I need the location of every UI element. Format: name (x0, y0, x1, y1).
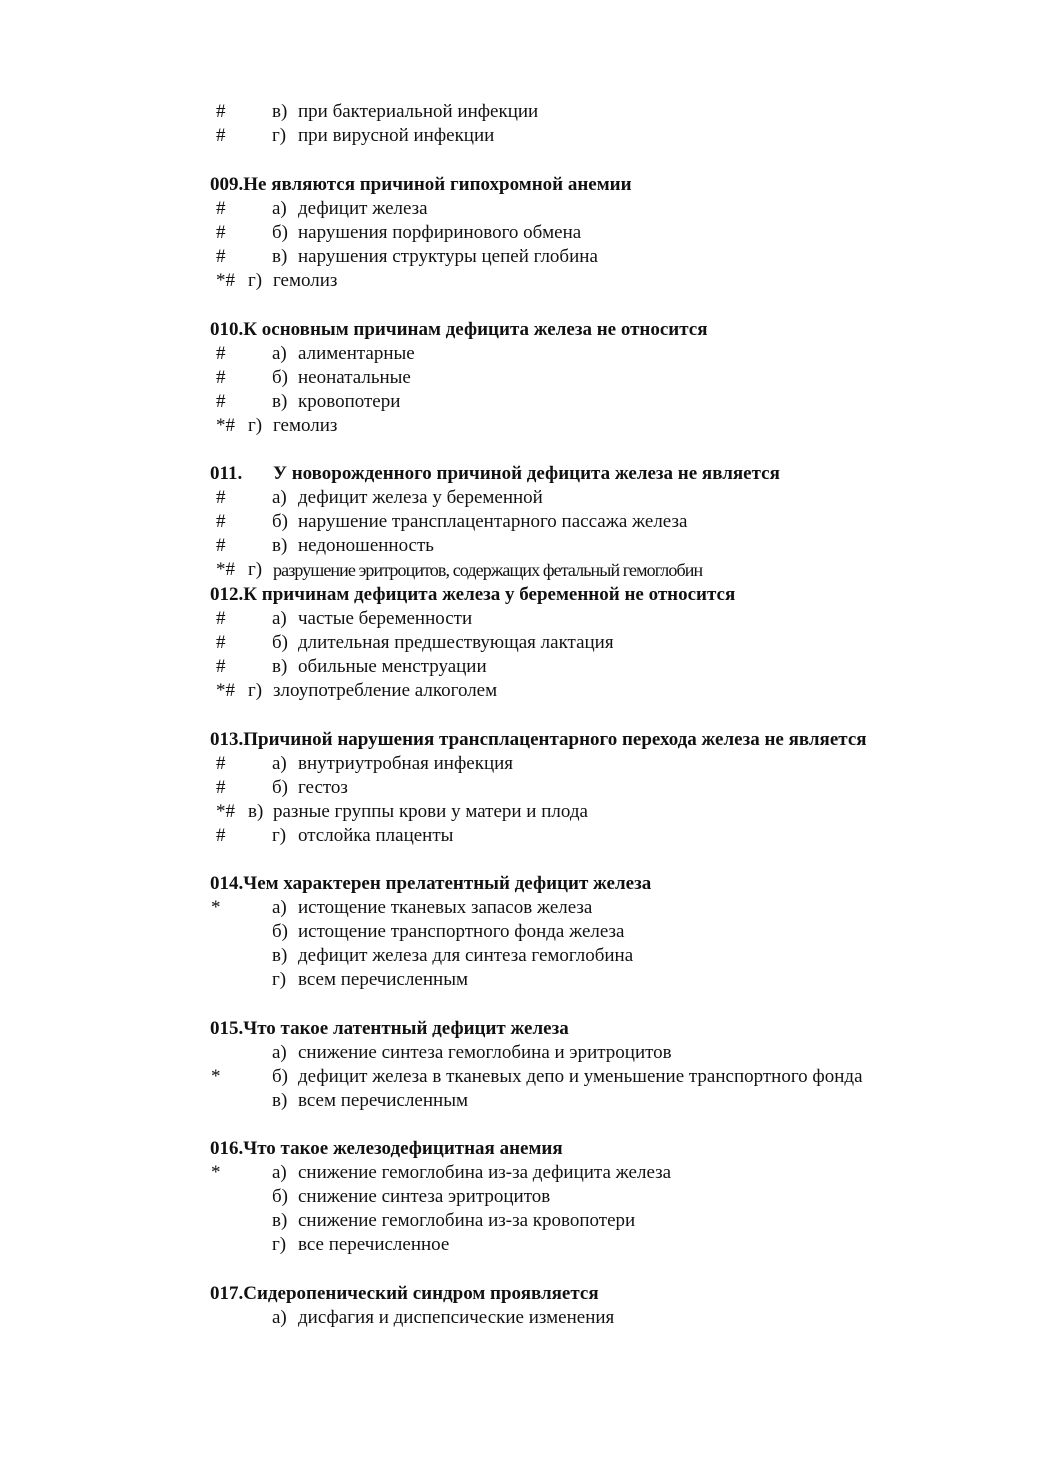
question-text: Чем характерен прелатентный дефицит железа (243, 873, 652, 894)
question-heading (210, 1017, 569, 1041)
option-letter: а) (272, 897, 287, 918)
option-letter: б) (272, 1186, 288, 1207)
option-letter: г) (272, 125, 287, 146)
question-heading (210, 1137, 563, 1161)
option-text: дефицит железа в тканевых депо и уменьшение транспортного фонда (298, 1066, 863, 1087)
question-heading (210, 462, 780, 486)
answer-mark: * (211, 897, 221, 918)
answer-mark: # (216, 487, 226, 508)
option-letter: г) (272, 969, 287, 990)
option-text: всем перечисленным (298, 1090, 468, 1111)
answer-mark: # (216, 343, 226, 364)
option-text: нарушения структуры цепей глобина (298, 246, 598, 267)
option-letter: г) (248, 415, 263, 436)
option-text: неонатальные (298, 367, 411, 388)
question-text: Сидеропенический синдром проявляется (243, 1283, 599, 1304)
question-number: 014. (210, 873, 244, 894)
option-text: злоупотребление алкоголем (273, 680, 498, 701)
option-letter: в) (272, 535, 288, 556)
option-text: длительная предшествующая лактация (298, 632, 614, 653)
option-text: дефицит железа для синтеза гемоглобина (298, 945, 634, 966)
answer-mark: *# (216, 680, 235, 701)
option-letter: б) (272, 777, 288, 798)
option-letter: г) (272, 825, 287, 846)
option-text: отслойка плаценты (298, 825, 454, 846)
option-letter: а) (272, 1042, 287, 1063)
option-letter: а) (272, 198, 287, 219)
question-text: Что такое железодефицитная анемия (243, 1138, 563, 1159)
option-text: гемолиз (273, 270, 338, 291)
question-text: Не являются причиной гипохромной анемии (243, 174, 632, 195)
option-letter: а) (272, 487, 287, 508)
option-letter: в) (272, 101, 288, 122)
option-letter: в) (272, 246, 288, 267)
answer-mark: # (216, 535, 226, 556)
question-number: 009. (210, 174, 244, 195)
answer-mark: # (216, 391, 226, 412)
answer-mark: *# (216, 559, 235, 580)
answer-mark: # (216, 825, 226, 846)
answer-mark: # (216, 101, 226, 122)
question-heading (210, 872, 651, 896)
option-text: кровопотери (298, 391, 401, 412)
question-heading (210, 173, 632, 197)
answer-mark: # (216, 367, 226, 388)
option-text: дефицит железа у беременной (298, 487, 543, 508)
option-text: всем перечисленным (298, 969, 468, 990)
answer-mark: # (216, 656, 226, 677)
question-number: 016. (210, 1138, 244, 1159)
option-text: истощение транспортного фонда железа (298, 921, 625, 942)
question-heading (210, 1282, 599, 1306)
option-letter: а) (272, 1307, 287, 1328)
option-letter: б) (272, 367, 288, 388)
option-letter: г) (272, 1234, 287, 1255)
answer-mark: *# (216, 415, 235, 436)
answer-mark: # (216, 777, 226, 798)
question-text: К причинам дефицита железа у беременной не относится (243, 584, 736, 605)
option-text: частые беременности (298, 608, 473, 629)
option-text: недоношенность (298, 535, 434, 556)
option-text: при вирусной инфекции (298, 125, 495, 146)
option-text: снижение синтеза эритроцитов (298, 1186, 551, 1207)
option-letter: г) (248, 680, 263, 701)
question-number: 011. (210, 463, 243, 484)
answer-mark: *# (216, 270, 235, 291)
option-text: снижение гемоглобина из-за дефицита железа (298, 1162, 672, 1183)
answer-mark: # (216, 125, 226, 146)
answer-mark: * (211, 1162, 221, 1183)
option-text: при бактериальной инфекции (298, 101, 539, 122)
option-letter: г) (248, 270, 263, 291)
option-text: дефицит железа (298, 198, 428, 219)
question-number: 015. (210, 1018, 244, 1039)
answer-mark: # (216, 753, 226, 774)
answer-mark: # (216, 511, 226, 532)
question-text: К основным причинам дефицита железа не относится (243, 319, 708, 340)
option-letter: б) (272, 921, 288, 942)
option-letter: б) (272, 632, 288, 653)
option-text: истощение тканевых запасов железа (298, 897, 593, 918)
option-letter: а) (272, 343, 287, 364)
option-letter: б) (272, 511, 288, 532)
option-letter: а) (272, 753, 287, 774)
option-letter: в) (272, 1210, 288, 1231)
option-letter: в) (272, 1090, 288, 1111)
answer-mark: # (216, 608, 226, 629)
option-letter: в) (272, 945, 288, 966)
question-number: 012. (210, 584, 244, 605)
option-text: все перечисленное (298, 1234, 450, 1255)
option-letter: а) (272, 1162, 287, 1183)
option-text: снижение гемоглобина из-за кровопотери (298, 1210, 636, 1231)
option-letter: в) (272, 656, 288, 677)
option-letter: б) (272, 1066, 288, 1087)
option-letter: б) (272, 222, 288, 243)
question-text: Причиной нарушения трансплацентарного перехода железа не является (243, 729, 867, 750)
option-text: снижение синтеза гемоглобина и эритроцитов (298, 1042, 672, 1063)
question-number: 017. (210, 1283, 244, 1304)
option-text: дисфагия и диспепсические изменения (298, 1307, 615, 1328)
option-text: внутриутробная инфекция (298, 753, 514, 774)
question-heading (210, 728, 867, 752)
question-heading (210, 583, 735, 607)
option-text: разные группы крови у матери и плода (273, 801, 588, 822)
answer-mark: # (216, 198, 226, 219)
answer-mark: # (216, 222, 226, 243)
option-letter: а) (272, 608, 287, 629)
option-text: нарушения порфиринового обмена (298, 222, 582, 243)
option-text: нарушение трансплацентарного пассажа железа (298, 511, 688, 532)
option-text: гестоз (298, 777, 348, 798)
question-heading (210, 318, 708, 342)
option-letter: в) (248, 801, 264, 822)
answer-mark: * (211, 1066, 221, 1087)
option-text: обильные менструации (298, 656, 487, 677)
option-text: гемолиз (273, 415, 338, 436)
answer-mark: *# (216, 801, 235, 822)
question-number: 013. (210, 729, 244, 750)
answer-mark: # (216, 246, 226, 267)
option-text: разрушение эритроцитов, содержащих фетальный гемоглобин (273, 560, 703, 580)
option-text: алиментарные (298, 343, 415, 364)
question-text: Что такое латентный дефицит железа (243, 1018, 569, 1039)
question-text: У новорожденного причиной дефицита железа не является (273, 463, 780, 484)
option-letter: г) (248, 559, 263, 580)
question-number: 010. (210, 319, 244, 340)
option-letter: в) (272, 391, 288, 412)
answer-mark: # (216, 632, 226, 653)
